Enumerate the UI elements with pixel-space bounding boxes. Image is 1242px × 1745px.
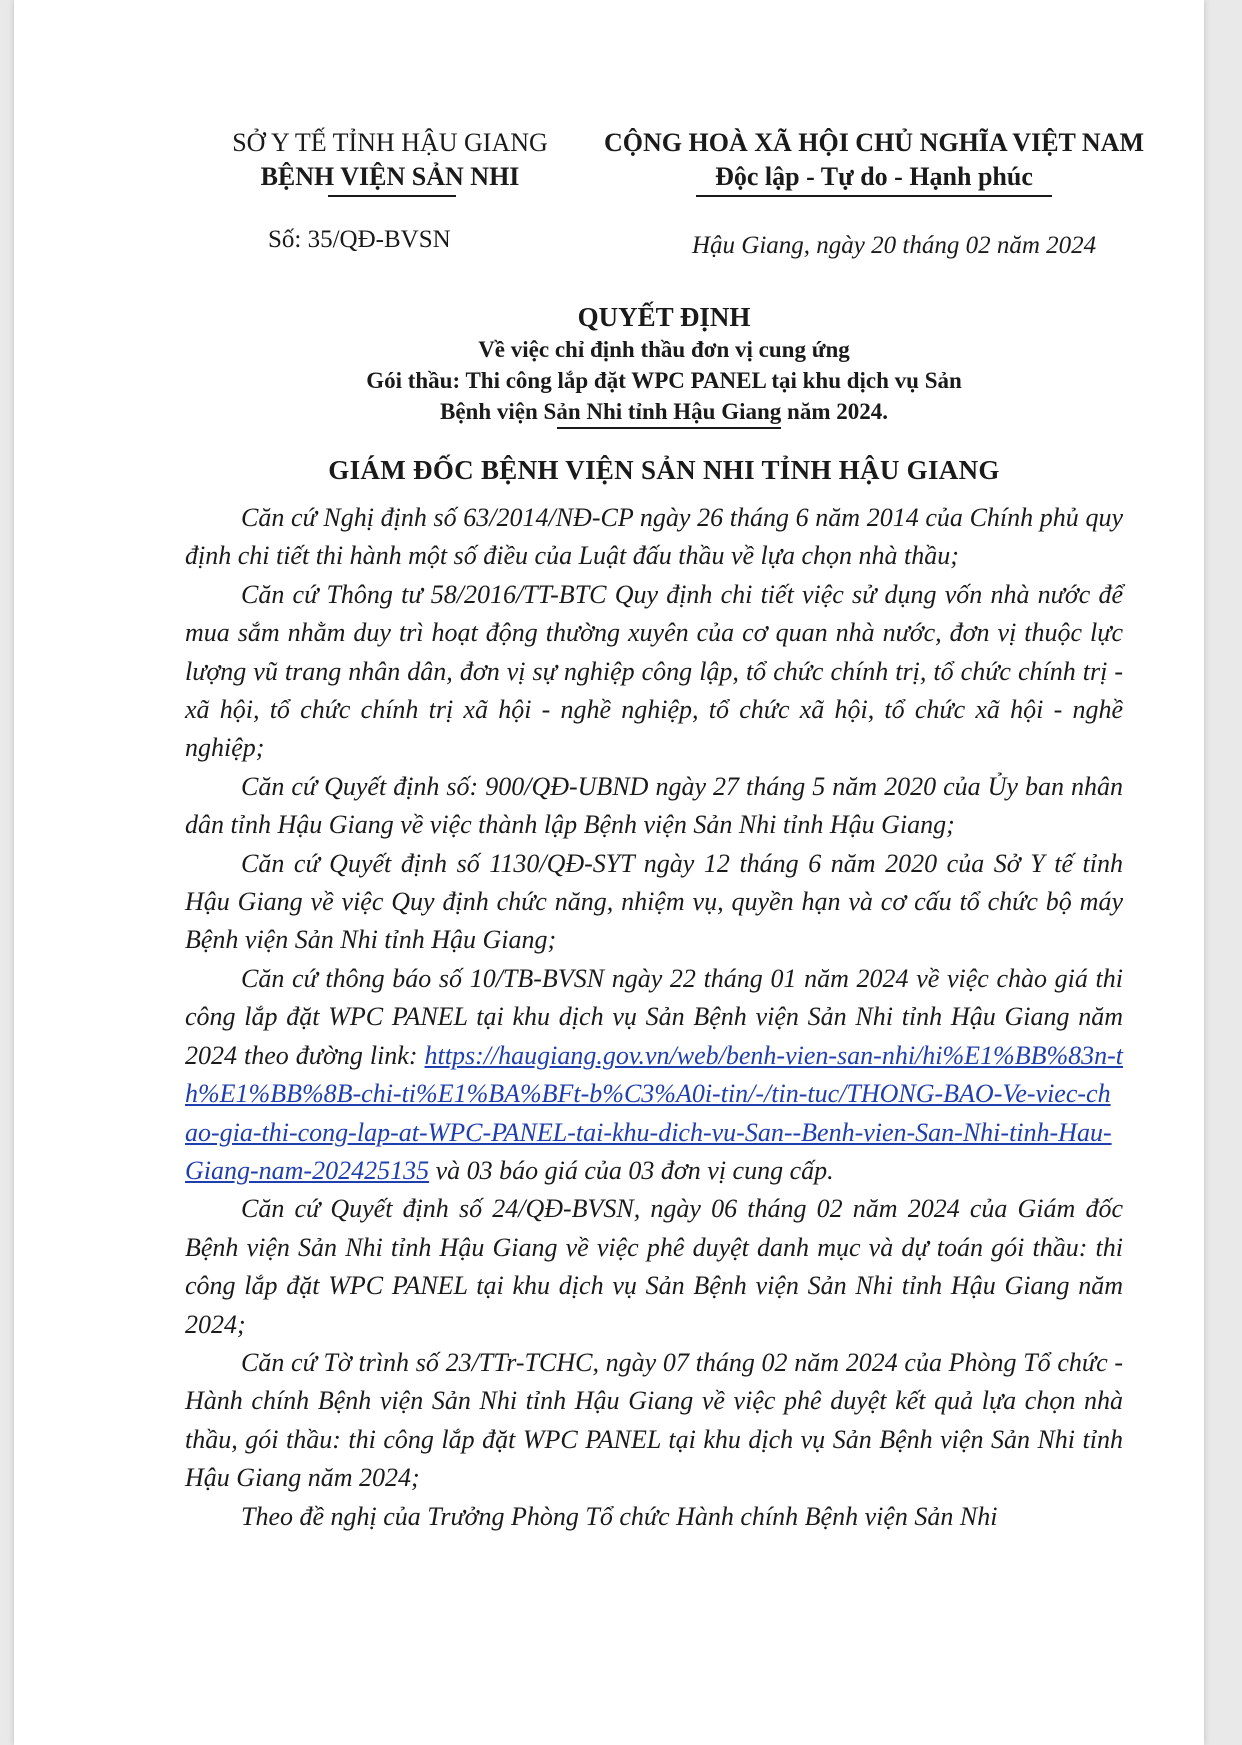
agency-underline	[328, 195, 456, 197]
legal-basis-paragraph	[185, 960, 1123, 1190]
notice-link[interactable]: https://haugiang.gov.vn/web/benh-vien-san-nhi/hi%E1%BB%83n-th%E1%BB%8B-chi-ti%E1%BA%BFt-b%C3%A0i-tin/-/tin-tuc/THONG-BAO-Ve-viec-chao-gia-thi-cong-lap-at-WPC-PANEL-tai-khu-dich-vu-San--Benh-vien-San-Nhi-tinh-Hau-Giang-nam-202425135	[185, 1040, 1123, 1185]
paragraph-text: và 03 báo giá của 03 đơn vị cung cấp.	[429, 1155, 834, 1185]
title-package-line: Gói thầu: Thi công lắp đặt WPC PANEL tại khu dịch vụ Sản	[366, 368, 962, 393]
legal-basis-paragraph: Căn cứ Tờ trình số 23/TTr-TCHC, ngày 07 tháng 02 năm 2024 của Phòng Tổ chức - Hành chính Bệnh viện Sản Nhi tỉnh Hậu Giang về việc phê duyệt kết quả lựa chọn nhà thầu, gói thầu: thi công lắp đặt WPC PANEL tại khu dịch vụ Sản Bệnh viện Sản Nhi tỉnh Hậu Giang năm 2024;	[185, 1347, 1123, 1493]
agency-name: BỆNH VIỆN SẢN NHI	[260, 162, 520, 191]
title-hospital-line: Bệnh viện Sản Nhi tỉnh Hậu Giang năm 2024.	[440, 399, 888, 424]
legal-basis-paragraph: Căn cứ Thông tư 58/2016/TT-BTC Quy định chi tiết việc sử dụng vốn nhà nước để mua sắm nhằm duy trì hoạt động thường xuyên của cơ quan nhà nước, đơn vị thuộc lực lượng vũ trang nhân dân, đơn vị sự nghiệp công lập, tổ chức chính trị, tổ chức chính trị - xã hội, tổ chức chính trị xã hội - nghề nghiệp, tổ chức xã hội, tổ chức xã hội - nghề nghiệp;	[185, 579, 1123, 763]
document-number: Số: 35/QĐ-BVSN	[268, 226, 451, 253]
motto-underline	[696, 195, 1052, 197]
place-and-date: Hậu Giang, ngày 20 tháng 02 năm 2024	[692, 232, 1097, 259]
issuing-authority: GIÁM ĐỐC BỆNH VIỆN SẢN NHI TỈNH HẬU GIANG	[328, 455, 1000, 485]
document-body	[185, 499, 1123, 1536]
legal-basis-paragraph: Căn cứ Nghị định số 63/2014/NĐ-CP ngày 26 tháng 6 năm 2014 của Chính phủ quy định chi tiết thi hành một số điều của Luật đấu thầu về lựa chọn nhà thầu;	[185, 503, 1123, 571]
legal-basis-paragraph: Theo đề nghị của Trưởng Phòng Tổ chức Hành chính Bệnh viện Sản Nhi	[241, 1501, 998, 1531]
legal-basis-paragraph: Căn cứ Quyết định số 1130/QĐ-SYT ngày 12 tháng 6 năm 2020 của Sở Y tế tỉnh Hậu Giang về việc Quy định chức năng, nhiệm vụ, quyền hạn và cơ cấu tổ chức bộ máy Bệnh viện Sản Nhi tỉnh Hậu Giang;	[185, 848, 1123, 955]
legal-basis-paragraph: Căn cứ Quyết định số: 900/QĐ-UBND ngày 27 tháng 5 năm 2020 của Ủy ban nhân dân tỉnh Hậu Giang về việc thành lập Bệnh viện Sản Nhi tỉnh Hậu Giang;	[185, 771, 1123, 840]
agency-parent-name: SỞ Y TẾ TỈNH HẬU GIANG	[232, 128, 548, 157]
document-page	[14, 0, 1204, 1745]
title-subject-line: Về việc chỉ định thầu đơn vị cung ứng	[478, 337, 850, 362]
title-underline	[557, 427, 781, 429]
paragraph-text: Căn cứ thông báo số 10/TB-BVSN ngày 22 tháng 01 năm 2024 về việc chào giá thi công lắp đặt WPC PANEL tại khu dịch vụ Sản Bệnh viện Sản Nhi tỉnh Hậu Giang năm 2024 theo đường link:	[185, 963, 1123, 1070]
legal-basis-paragraph: Căn cứ Quyết định số 24/QĐ-BVSN, ngày 06 tháng 02 năm 2024 của Giám đốc Bệnh viện Sản Nhi tỉnh Hậu Giang về việc phê duyệt danh mục và dự toán gói thầu: thi công lắp đặt WPC PANEL tại khu dịch vụ Sản Bệnh viện Sản Nhi tỉnh Hậu Giang năm 2024;	[185, 1194, 1123, 1339]
document-title: QUYẾT ĐỊNH	[577, 302, 751, 332]
country-name: CỘNG HOÀ XÃ HỘI CHỦ NGHĨA VIỆT NAM	[603, 128, 1145, 157]
national-motto: Độc lập - Tự do - Hạnh phúc	[715, 162, 1033, 191]
